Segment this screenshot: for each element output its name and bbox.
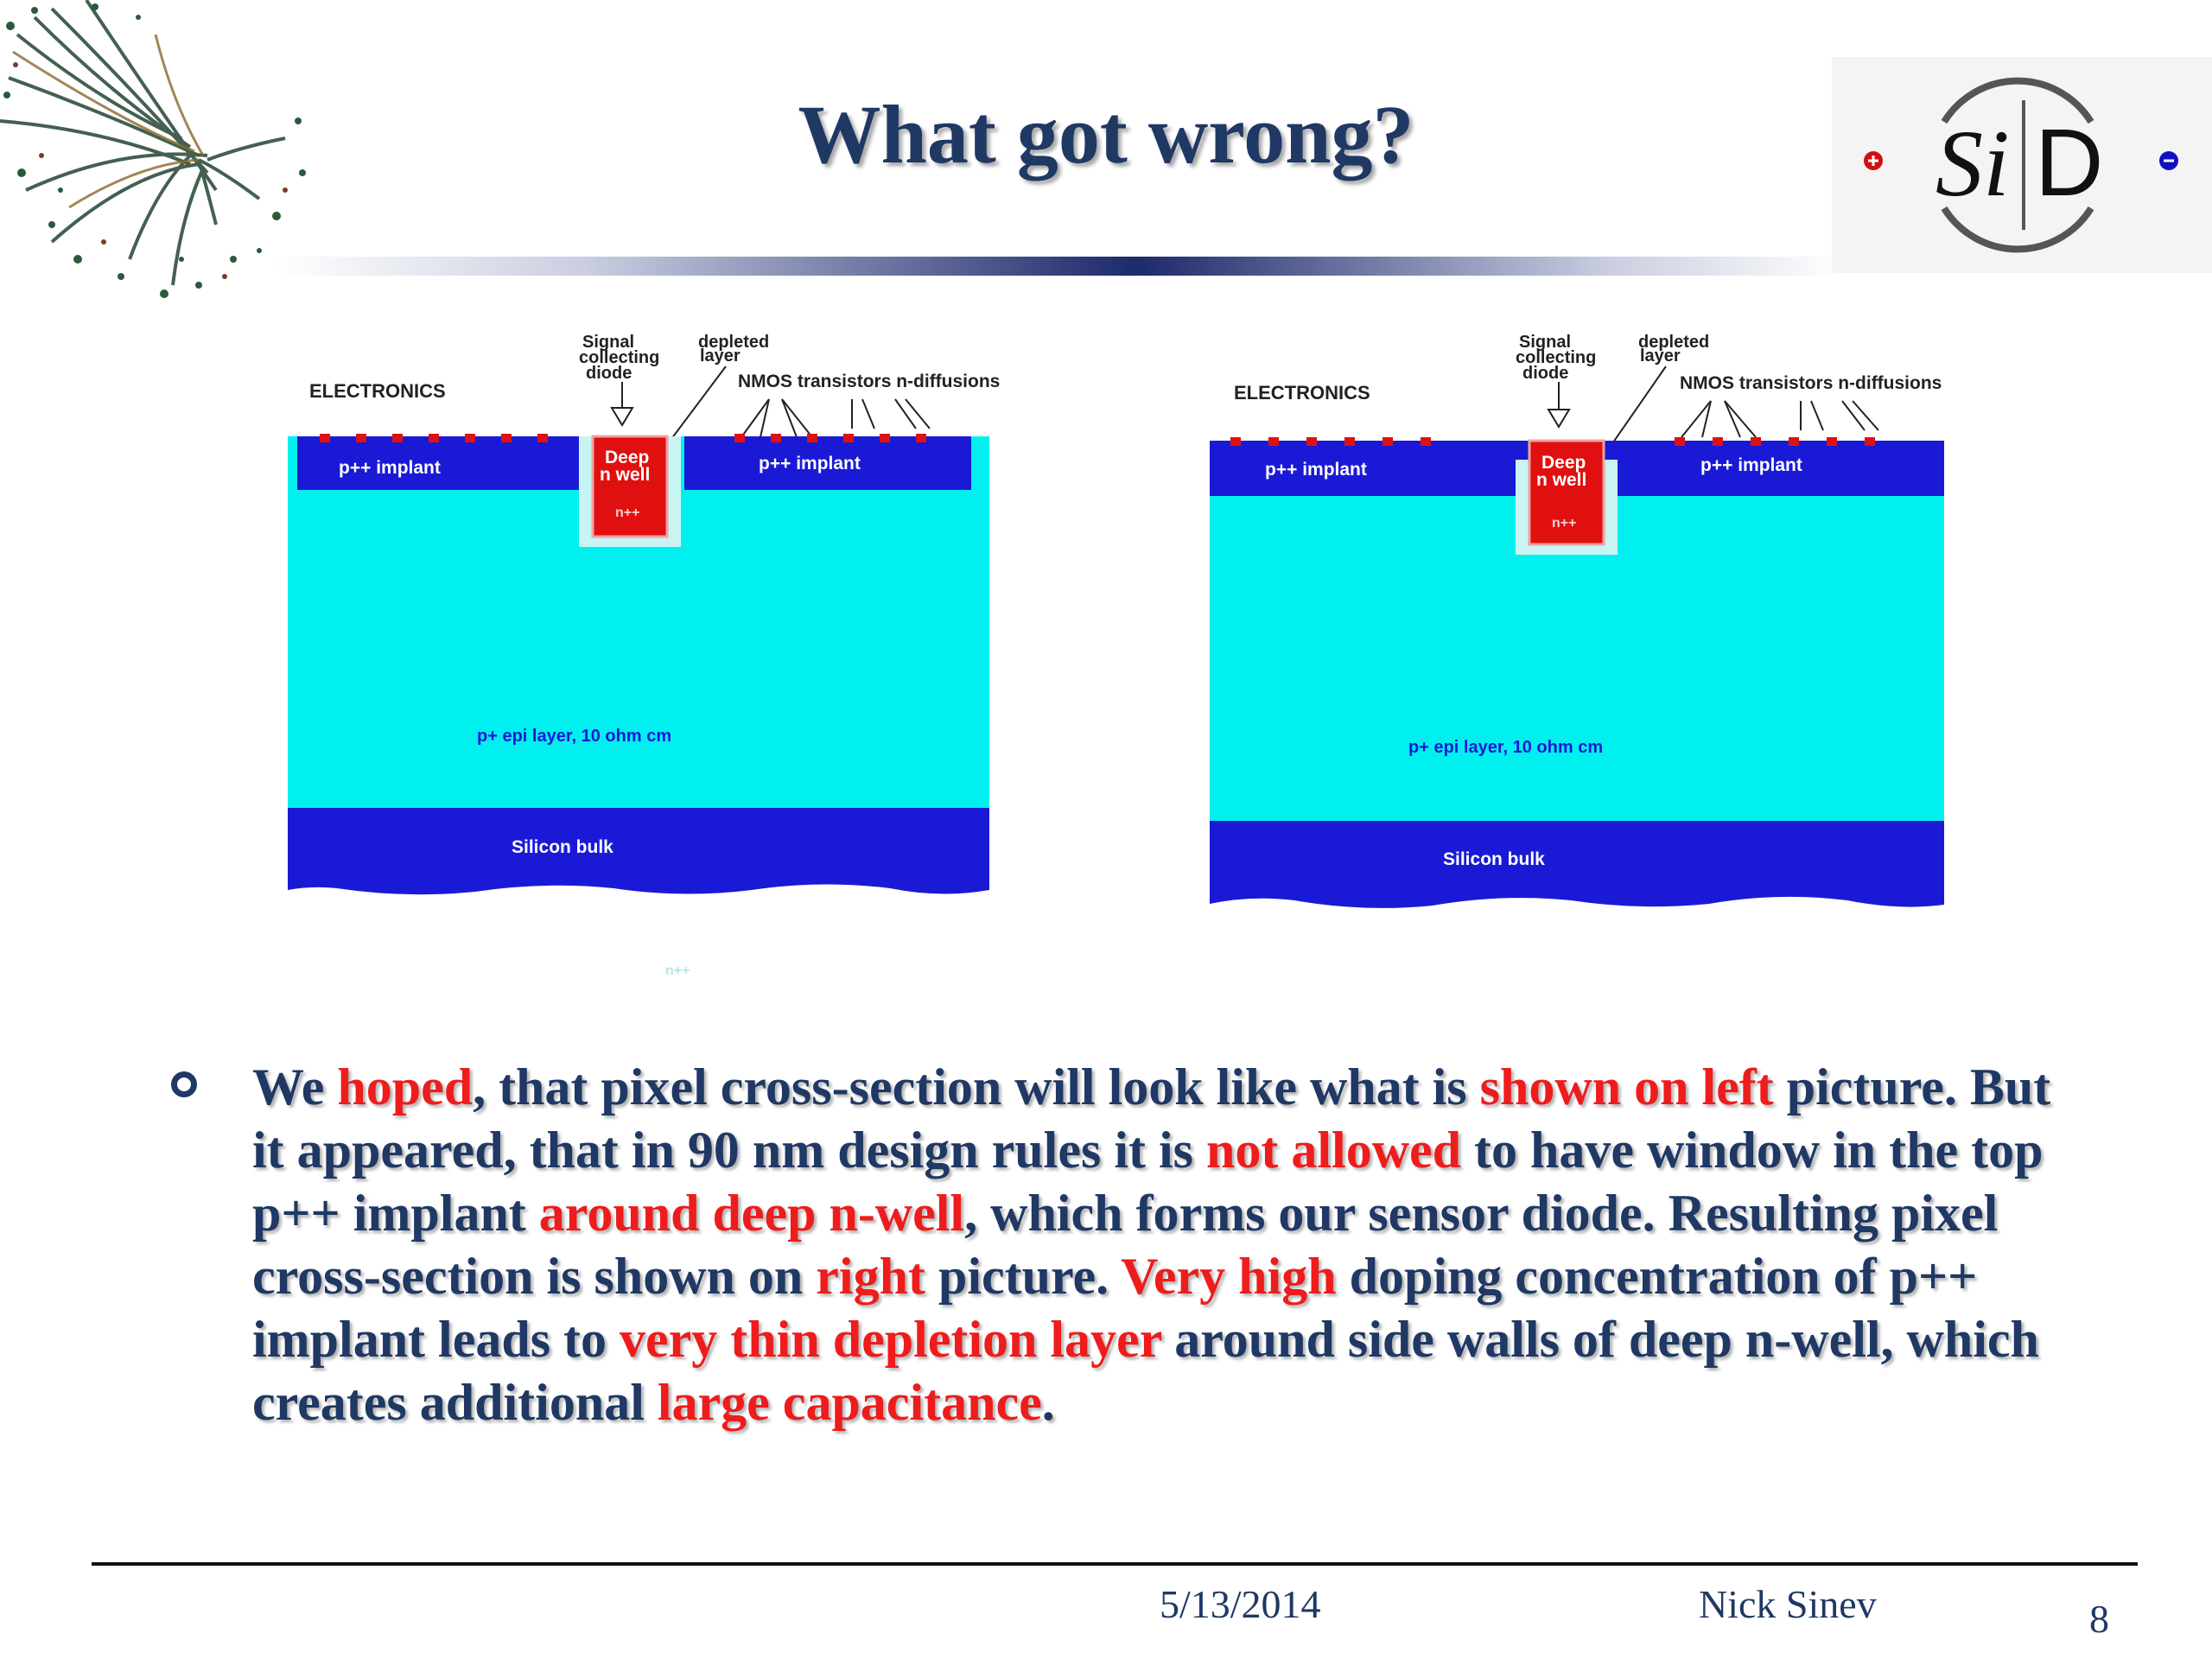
highlight-run: not allowed [1206,1122,1462,1179]
nmos-label: NMOS transistors n-diffusions [1680,373,1942,393]
deep-label-2: n well [1536,470,1587,490]
silicon-bulk [1210,821,1944,908]
logo-d-text: D [2035,110,2104,216]
bullet-paragraph [252,1056,2067,1434]
text-run: , that pixel cross-section will look like what is [473,1058,1480,1116]
stray-npp-label: n++ [665,963,690,978]
highlight-run: very thin depletion layer [620,1311,1162,1368]
deep-label-2: n well [600,465,651,485]
signal-label-2: collecting [579,348,660,367]
right-cross-section-diagram [1208,330,1951,935]
highlight-run: hoped [337,1058,474,1116]
signal-label-1: Signal [1519,333,1572,352]
p-implant-left-label: p++ implant [1265,460,1367,480]
silicon-bulk-label: Silicon bulk [1443,849,1545,869]
electronics-label: ELECTRONICS [309,380,446,402]
footer-author: Nick Sinev [1699,1582,1877,1626]
left-cross-section-diagram [285,328,1002,985]
p-implant-left-label: p++ implant [339,458,441,478]
text-run: to have window in the top p++ implant [252,1122,2044,1242]
text-run: picture. But it appeared, that in 90 nm design rules it is [252,1058,2051,1179]
plus-circle-icon [1864,151,1883,170]
signal-label-3: diode [1522,364,1569,383]
npp-label: n++ [1552,516,1577,531]
text-run: picture. [925,1248,1122,1305]
sid-logo [1832,57,2212,273]
signal-label-2: collecting [1516,348,1597,367]
highlight-run: Very high [1121,1248,1337,1305]
slide-title: What got wrong? [798,88,1414,181]
signal-label-1: Signal [582,333,635,352]
highlight-run: around deep n-well [538,1185,965,1242]
highlight-run: shown on left [1479,1058,1774,1116]
text-run: We [252,1058,338,1116]
deep-label-1: Deep [605,448,650,467]
nmos-label: NMOS transistors n-diffusions [738,372,1001,391]
signal-label-3: diode [586,364,632,383]
highlight-run: right [816,1248,925,1305]
depleted-label-1: depleted [698,333,770,352]
footer-divider [92,1562,2138,1566]
silicon-bulk-label: Silicon bulk [512,837,613,857]
depleted-label-2: layer [700,346,741,365]
logo-si-text: Si [1936,111,2010,216]
text-run: , which forms our sensor diode. Resulting pixel cross-section is shown on [252,1185,1999,1305]
depleted-label-1: depleted [1638,333,1710,352]
bullet-icon [171,1071,197,1097]
deep-label-1: Deep [1541,453,1586,473]
text-run: . [1041,1374,1055,1431]
depleted-label-2: layer [1640,346,1681,365]
header-divider [276,257,1840,276]
epi-layer-label: p+ epi layer, 10 ohm cm [477,727,672,746]
highlight-run: large capacitance [657,1374,1042,1431]
silicon-bulk [288,808,989,894]
epi-layer-label: p+ epi layer, 10 ohm cm [1408,738,1604,757]
text-run: doping concentration of p++ implant leads to [252,1248,1978,1368]
npp-label: n++ [615,505,640,520]
text-run: around side walls of deep n-well, which creates additional [252,1311,2039,1431]
page-number: 8 [2089,1597,2109,1641]
electronics-label: ELECTRONICS [1234,382,1370,404]
footer-date: 5/13/2014 [1160,1582,1321,1626]
p-implant-right-label: p++ implant [759,454,861,474]
p-implant-right-label: p++ implant [1700,455,1802,475]
minus-circle-icon [2159,151,2178,170]
